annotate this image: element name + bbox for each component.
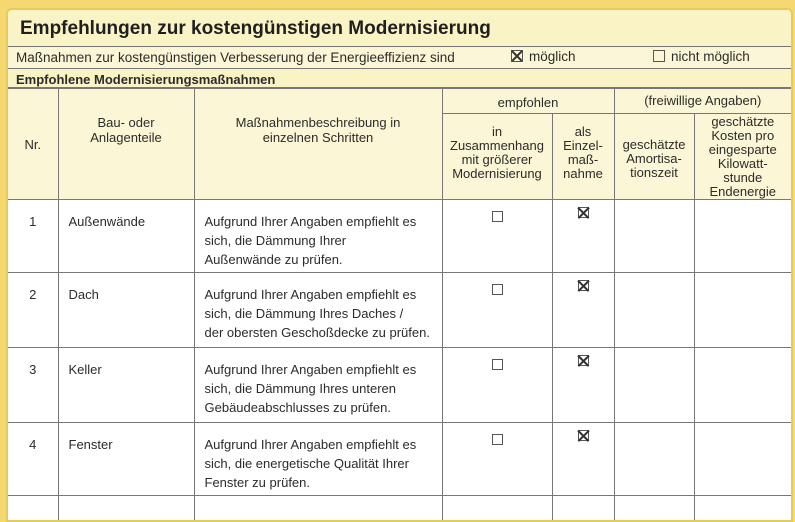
unchecked-box-icon[interactable]: [492, 211, 503, 222]
checked-box-icon[interactable]: [578, 207, 589, 218]
empty-cell: [8, 496, 58, 522]
header-single-measure: als Einzel- maß- nahme: [552, 114, 614, 200]
empty-cell: [614, 496, 694, 522]
unchecked-box-icon[interactable]: [492, 284, 503, 295]
table-row: [8, 348, 791, 423]
header-with-modernization: in Zusammenhang mit größerer Modernisierung: [442, 114, 552, 200]
amortization-cell[interactable]: [614, 273, 694, 348]
row-nr: 4: [8, 423, 58, 496]
table-row-empty: [8, 496, 791, 522]
row-nr: 2: [8, 273, 58, 348]
cost-cell[interactable]: [694, 273, 791, 348]
row-part: Dach: [58, 273, 194, 348]
header-amortization: geschätzte Amortisa- tionszeit: [614, 114, 694, 200]
form-sheet: [6, 8, 793, 522]
single-measure-checkbox[interactable]: [552, 273, 614, 348]
empty-cell: [442, 496, 552, 522]
possible-label: möglich: [529, 49, 576, 64]
with-modernization-checkbox[interactable]: [442, 348, 552, 423]
table-row: [8, 423, 791, 496]
checked-box-icon[interactable]: [578, 430, 589, 441]
unchecked-box-icon[interactable]: [492, 434, 503, 445]
empty-cell: [58, 496, 194, 522]
header-description: [194, 89, 442, 200]
header-nr: Nr.: [8, 89, 58, 200]
measures-table: [8, 88, 791, 522]
amortization-cell[interactable]: [614, 348, 694, 423]
empty-cell: [694, 496, 791, 522]
not-possible-label: nicht möglich: [671, 49, 750, 64]
row-description: Aufgrund Ihrer Angaben empfiehlt es sich, die Dämmung Ihres Daches / der obersten Geschoßdecke zu prüfen.: [194, 273, 442, 348]
row-description: Aufgrund Ihrer Angaben empfiehlt es sich, die Dämmung Ihrer Außenwände zu prüfen.: [194, 200, 442, 273]
checked-box-icon[interactable]: [578, 355, 589, 366]
possible-option[interactable]: [511, 49, 576, 64]
row-description: Aufgrund Ihrer Angaben empfiehlt es sich, die energetische Qualität Ihrer Fenster zu prüfen.: [194, 423, 442, 496]
with-modernization-checkbox[interactable]: [442, 423, 552, 496]
section-title: Empfohlene Modernisierungsmaßnahmen: [8, 69, 791, 88]
unchecked-box-icon[interactable]: [492, 359, 503, 370]
header-part-text: Bau- oder Anlagenteile: [90, 115, 162, 145]
checked-box-icon[interactable]: [578, 280, 589, 291]
row-nr: 1: [8, 200, 58, 273]
empty-cell: [552, 496, 614, 522]
single-measure-checkbox[interactable]: [552, 200, 614, 273]
cost-cell[interactable]: [694, 423, 791, 496]
possibility-label: Maßnahmen zur kostengünstigen Verbesserung der Energieeffizienz sind: [16, 50, 455, 65]
header-description-text: Maßnahmenbeschreibung in einzelnen Schritten: [236, 115, 401, 145]
row-nr: 3: [8, 348, 58, 423]
header-cost: geschätzte Kosten pro eingesparte Kilowatt- stunde Endenergie: [694, 114, 791, 200]
header-recommended: empfohlen: [442, 89, 614, 114]
row-description: Aufgrund Ihrer Angaben empfiehlt es sich, die Dämmung Ihres unteren Gebäudeabschlusses zu prüfen.: [194, 348, 442, 423]
possibility-row: [8, 47, 791, 69]
single-measure-checkbox[interactable]: [552, 423, 614, 496]
cost-cell[interactable]: [694, 200, 791, 273]
empty-cell: [194, 496, 442, 522]
row-part: Keller: [58, 348, 194, 423]
row-part: Außenwände: [58, 200, 194, 273]
amortization-cell[interactable]: [614, 200, 694, 273]
unchecked-checkbox-icon[interactable]: [653, 50, 665, 62]
row-part: Fenster: [58, 423, 194, 496]
checked-checkbox-icon[interactable]: [511, 50, 523, 62]
not-possible-option[interactable]: [653, 49, 750, 64]
header-part: [58, 89, 194, 200]
with-modernization-checkbox[interactable]: [442, 273, 552, 348]
cost-cell[interactable]: [694, 348, 791, 423]
amortization-cell[interactable]: [614, 423, 694, 496]
table-row: [8, 200, 791, 273]
table-row: [8, 273, 791, 348]
header-voluntary: (freiwillige Angaben): [614, 89, 791, 114]
page-title: Empfehlungen zur kostengünstigen Modernisierung: [8, 10, 791, 47]
single-measure-checkbox[interactable]: [552, 348, 614, 423]
with-modernization-checkbox[interactable]: [442, 200, 552, 273]
